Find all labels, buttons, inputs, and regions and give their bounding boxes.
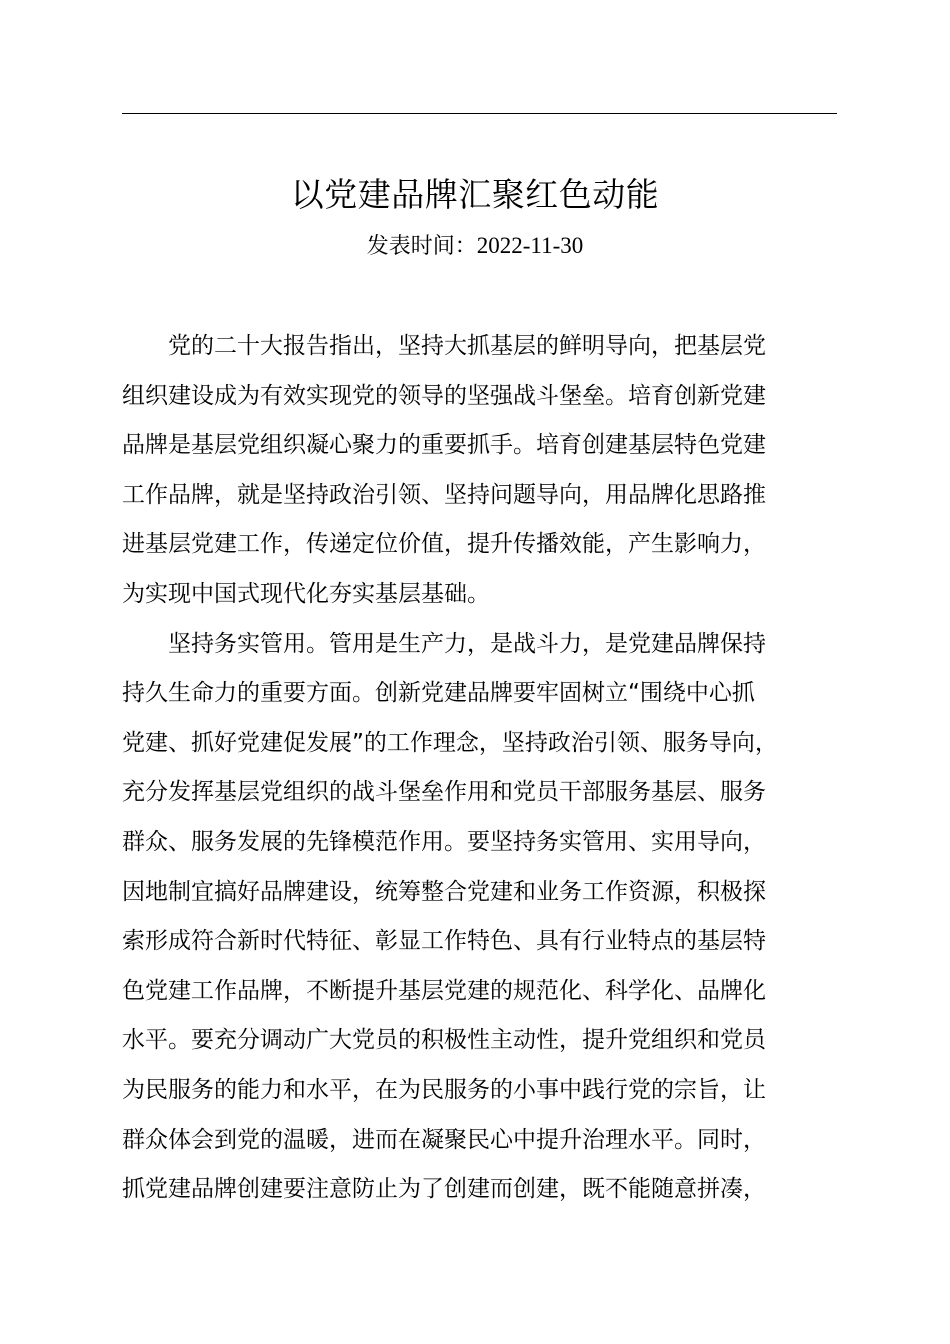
publish-date-label: 发表时间： bbox=[366, 234, 477, 259]
text-line: 群众、服务发展的先锋模范作用。要坚持务实管用、实用导向， bbox=[122, 828, 766, 855]
text-line: 党建、抓好党建促发展”的工作理念，坚持政治引领、服务导向， bbox=[122, 729, 778, 756]
text-line: 抓党建品牌创建要注意防止为了创建而创建，既不能随意拼凑， bbox=[122, 1176, 766, 1203]
text-line: 工作品牌，就是坚持政治引领、坚持问题导向，用品牌化思路推 bbox=[122, 481, 766, 508]
publish-date bbox=[0, 228, 950, 265]
article-title: 以党建品牌汇聚红色动能 bbox=[290, 175, 660, 214]
article-body bbox=[122, 322, 872, 1215]
text-line: 为实现中国式现代化夯实基层基础。 bbox=[122, 580, 490, 607]
text-line: 因地制宜搞好品牌建设，统筹整合党建和业务工作资源，积极探 bbox=[122, 878, 766, 905]
text-line: 坚持务实管用。管用是生产力，是战斗力，是党建品牌保持 bbox=[122, 630, 766, 657]
text-line: 索形成符合新时代特征、彰显工作特色、具有行业特点的基层特 bbox=[122, 928, 766, 955]
text-line: 为民服务的能力和水平，在为民服务的小事中践行党的宗旨，让 bbox=[122, 1076, 766, 1103]
text-line: 充分发挥基层党组织的战斗堡垒作用和党员干部服务基层、服务 bbox=[122, 779, 766, 806]
text-line: 色党建工作品牌，不断提升基层党建的规范化、科学化、品牌化 bbox=[122, 977, 766, 1004]
header-rule bbox=[122, 113, 837, 114]
text-line: 水平。要充分调动广大党员的积极性主动性，提升党组织和党员 bbox=[122, 1027, 766, 1054]
text-line: 进基层党建工作，传递定位价值，提升传播效能，产生影响力， bbox=[122, 531, 766, 558]
text-line: 群众体会到党的温暖，进而在凝聚民心中提升治理水平。同时， bbox=[122, 1126, 766, 1153]
publish-date-value: 2022-11-30 bbox=[476, 233, 584, 258]
text-line: 组织建设成为有效实现党的领导的坚强战斗堡垒。培育创新党建 bbox=[122, 382, 766, 409]
text-line: 党的二十大报告指出，坚持大抓基层的鲜明导向，把基层党 bbox=[122, 333, 766, 359]
text-line: 持久生命力的重要方面。创新党建品牌要牢固树立“围绕中心抓 bbox=[122, 680, 755, 707]
text-line: 品牌是基层党组织凝心聚力的重要抓手。培育创建基层特色党建 bbox=[122, 432, 766, 459]
